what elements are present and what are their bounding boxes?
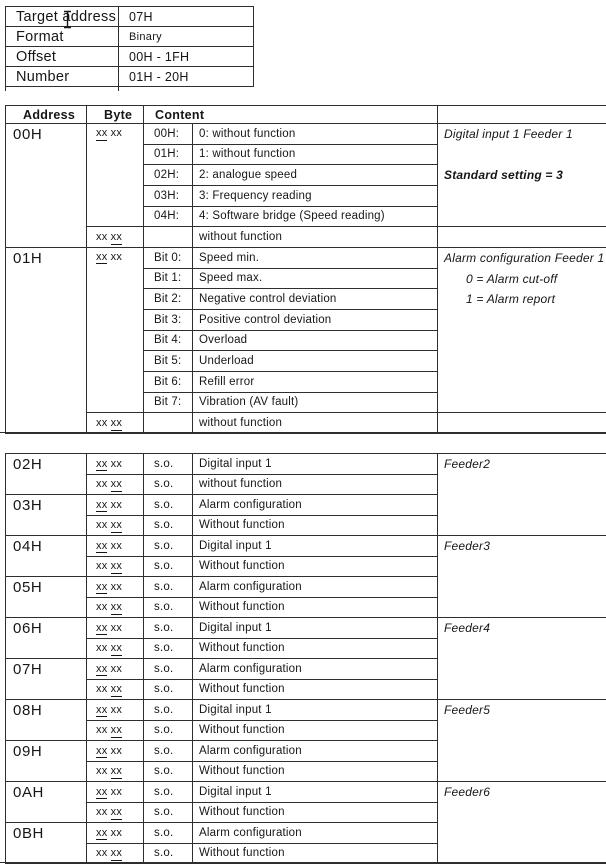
so-cell: s.o. — [144, 802, 193, 823]
byte-placeholder: xx — [110, 662, 123, 675]
so-cell: s.o. — [144, 474, 193, 495]
byte-cell — [87, 802, 144, 823]
byte-placeholder: xx — [110, 539, 123, 552]
note-line: Digital input 1 Feeder 1 — [444, 127, 573, 141]
byte-placeholder: xx — [96, 806, 108, 819]
content-text-cell: 3: Frequency reading — [193, 185, 438, 206]
content-key-cell: Bit 4: — [144, 330, 193, 351]
info-label: Offset — [6, 47, 119, 67]
so-cell: s.o. — [144, 679, 193, 700]
byte-cell — [87, 227, 144, 248]
byte-placeholder: xx — [96, 539, 108, 552]
content-text-cell: Alarm configuration — [193, 741, 438, 762]
feeder-table — [5, 453, 606, 864]
byte-cell — [87, 761, 144, 782]
byte-placeholder: xx — [110, 847, 123, 860]
content-key-cell: Bit 7: — [144, 392, 193, 413]
so-cell: s.o. — [144, 761, 193, 782]
content-key-cell: Bit 2: — [144, 289, 193, 310]
content-text-cell: Without function — [193, 802, 438, 823]
byte-placeholder: xx — [110, 417, 123, 430]
content-text-cell: without function — [193, 227, 438, 248]
notes-cell — [438, 618, 606, 700]
byte-cell — [87, 413, 144, 434]
text-cursor-icon — [62, 10, 73, 34]
content-text-cell: without function — [193, 474, 438, 495]
byte-placeholder: xx — [110, 580, 123, 593]
content-key-cell: Bit 1: — [144, 268, 193, 289]
byte-cell — [87, 577, 144, 598]
byte-placeholder: xx — [110, 744, 123, 757]
column-header-notes — [438, 106, 606, 124]
so-cell: s.o. — [144, 556, 193, 577]
note-line: Alarm configuration Feeder 1 — [444, 250, 605, 265]
byte-placeholder: xx — [96, 724, 108, 737]
section-divider-line — [0, 432, 606, 433]
byte-cell — [87, 700, 144, 721]
content-key-cell: 01H: — [144, 144, 193, 165]
byte-placeholder: xx — [110, 826, 123, 839]
content-text-cell: Without function — [193, 679, 438, 700]
byte-placeholder: xx — [96, 519, 108, 532]
byte-placeholder: xx — [96, 580, 108, 593]
register-table-body — [6, 124, 606, 434]
notes-cell — [438, 124, 606, 227]
so-cell: s.o. — [144, 638, 193, 659]
address-cell: 05H — [6, 577, 87, 618]
note-line: 0 = Alarm cut-off — [466, 271, 558, 286]
content-key-cell — [144, 413, 193, 434]
address-cell: 01H — [6, 247, 87, 433]
content-text-cell: Negative control deviation — [193, 289, 438, 310]
so-cell: s.o. — [144, 495, 193, 516]
so-cell: s.o. — [144, 577, 193, 598]
note-line: Feeder2 — [444, 457, 491, 471]
info-value: 01H - 20H — [119, 67, 254, 87]
byte-cell — [87, 536, 144, 557]
info-row — [6, 67, 254, 87]
info-row — [6, 7, 254, 27]
content-text-cell: 1: without function — [193, 144, 438, 165]
byte-cell — [87, 843, 144, 864]
info-row — [6, 47, 254, 67]
so-cell: s.o. — [144, 659, 193, 680]
notes-cell — [438, 413, 606, 434]
content-text-cell: Alarm configuration — [193, 659, 438, 680]
content-key-cell — [144, 227, 193, 248]
byte-placeholder: xx — [110, 498, 123, 511]
table-row — [6, 227, 606, 248]
content-key-cell: 02H: — [144, 165, 193, 186]
content-text-cell: Positive control deviation — [193, 309, 438, 330]
content-text-cell: 0: without function — [193, 124, 438, 145]
byte-cell — [87, 638, 144, 659]
table-row — [6, 700, 606, 721]
byte-cell — [87, 659, 144, 680]
content-text-cell: Alarm configuration — [193, 495, 438, 516]
info-label: Number — [6, 67, 119, 87]
table-row — [6, 247, 606, 268]
content-text-cell: Without function — [193, 843, 438, 864]
table-row — [6, 782, 606, 803]
byte-cell — [87, 454, 144, 475]
table-row — [6, 454, 606, 475]
byte-placeholder: xx — [110, 127, 123, 139]
byte-cell — [87, 556, 144, 577]
content-key-cell: 04H: — [144, 206, 193, 227]
byte-placeholder: xx — [110, 457, 123, 470]
table-row — [6, 618, 606, 639]
byte-placeholder: xx — [110, 642, 123, 655]
column-header-byte: Byte — [87, 106, 144, 124]
notes-cell — [438, 454, 606, 536]
content-text-cell: Without function — [193, 720, 438, 741]
byte-placeholder: xx — [110, 806, 123, 819]
byte-placeholder: xx — [96, 662, 108, 675]
note-line: Feeder5 — [444, 703, 491, 717]
content-text-cell: Digital input 1 — [193, 618, 438, 639]
content-key-cell: Bit 5: — [144, 351, 193, 372]
address-cell: 03H — [6, 495, 87, 536]
byte-placeholder: xx — [110, 785, 123, 798]
table-line-tail — [118, 86, 119, 91]
feeder-table-body — [6, 454, 606, 864]
content-text-cell: Without function — [193, 515, 438, 536]
byte-cell — [87, 618, 144, 639]
byte-placeholder: xx — [96, 601, 108, 614]
info-label: Target address — [6, 7, 119, 27]
content-text-cell: Overload — [193, 330, 438, 351]
byte-placeholder: xx — [110, 765, 123, 778]
byte-cell — [87, 474, 144, 495]
note-line: Feeder3 — [444, 539, 491, 553]
table-line-tail — [5, 86, 6, 91]
byte-placeholder: xx — [96, 847, 108, 860]
content-text-cell: Digital input 1 — [193, 536, 438, 557]
content-text-cell: Without function — [193, 761, 438, 782]
byte-placeholder: xx — [96, 765, 108, 778]
content-text-cell: Underload — [193, 351, 438, 372]
byte-cell — [87, 597, 144, 618]
byte-placeholder: xx — [110, 703, 123, 716]
table-row — [6, 536, 606, 557]
content-text-cell: Refill error — [193, 371, 438, 392]
content-text-cell: without function — [193, 413, 438, 434]
so-cell: s.o. — [144, 823, 193, 844]
byte-placeholder: xx — [96, 785, 108, 798]
notes-cell — [438, 700, 606, 782]
byte-cell — [87, 495, 144, 516]
content-text-cell: Without function — [193, 556, 438, 577]
so-cell: s.o. — [144, 618, 193, 639]
content-text-cell: Without function — [193, 597, 438, 618]
notes-cell — [438, 227, 606, 248]
byte-placeholder: xx — [96, 642, 108, 655]
content-key-cell: 03H: — [144, 185, 193, 206]
table-row — [6, 124, 606, 145]
byte-placeholder: xx — [110, 478, 123, 491]
so-cell: s.o. — [144, 720, 193, 741]
content-text-cell: Vibration (AV fault) — [193, 392, 438, 413]
info-value: 00H - 1FH — [119, 47, 254, 67]
byte-placeholder: xx — [110, 560, 123, 573]
so-cell: s.o. — [144, 741, 193, 762]
info-value: 07H — [119, 7, 254, 27]
note-line: 1 = Alarm report — [466, 292, 556, 307]
byte-placeholder: xx — [96, 683, 108, 696]
address-cell: 09H — [6, 741, 87, 782]
notes-cell — [438, 536, 606, 618]
content-text-cell: Speed min. — [193, 247, 438, 268]
address-cell: 07H — [6, 659, 87, 700]
byte-placeholder: xx — [96, 498, 108, 511]
table-row — [6, 413, 606, 434]
content-text-cell: Alarm configuration — [193, 577, 438, 598]
byte-cell — [87, 823, 144, 844]
byte-placeholder: xx — [96, 231, 108, 244]
byte-placeholder: xx — [110, 519, 123, 532]
so-cell: s.o. — [144, 782, 193, 803]
byte-cell — [87, 679, 144, 700]
byte-placeholder: xx — [96, 478, 108, 491]
content-key-cell: 00H: — [144, 124, 193, 145]
content-text-cell: Alarm configuration — [193, 823, 438, 844]
byte-placeholder: xx — [96, 744, 108, 757]
content-text-cell: Digital input 1 — [193, 454, 438, 475]
so-cell: s.o. — [144, 843, 193, 864]
byte-placeholder: xx — [110, 683, 123, 696]
content-key-cell: Bit 6: — [144, 371, 193, 392]
byte-placeholder: xx — [110, 231, 123, 244]
byte-cell — [87, 782, 144, 803]
note-line: Feeder4 — [444, 621, 491, 635]
notes-cell — [438, 247, 606, 412]
column-header-content: Content — [144, 106, 438, 124]
byte-cell — [87, 515, 144, 536]
byte-cell — [87, 247, 144, 412]
so-cell: s.o. — [144, 454, 193, 475]
byte-placeholder: xx — [110, 601, 123, 614]
byte-placeholder: xx — [96, 560, 108, 573]
info-row — [6, 27, 254, 47]
byte-cell — [87, 741, 144, 762]
byte-placeholder: xx — [96, 621, 108, 634]
so-cell: s.o. — [144, 700, 193, 721]
register-table-header — [6, 106, 606, 124]
column-header-address: Address — [6, 106, 87, 124]
content-text-cell: Digital input 1 — [193, 700, 438, 721]
content-text-cell: 4: Software bridge (Speed reading) — [193, 206, 438, 227]
header-row — [6, 106, 606, 124]
address-cell: 0AH — [6, 782, 87, 823]
info-value: Binary — [119, 27, 254, 47]
address-cell: 02H — [6, 454, 87, 495]
content-text-cell: Without function — [193, 638, 438, 659]
info-label: Format — [6, 27, 119, 47]
byte-placeholder: xx — [96, 417, 108, 430]
content-text-cell: Digital input 1 — [193, 782, 438, 803]
content-key-cell: Bit 3: — [144, 309, 193, 330]
notes-cell — [438, 782, 606, 864]
byte-placeholder: xx — [96, 250, 108, 263]
note-line: Standard setting = 3 — [444, 168, 564, 183]
byte-placeholder: xx — [96, 703, 108, 716]
byte-cell — [87, 124, 144, 227]
content-text-cell: Speed max. — [193, 268, 438, 289]
info-table-body — [6, 7, 254, 87]
content-text-cell: 2: analogue speed — [193, 165, 438, 186]
byte-placeholder: xx — [110, 250, 123, 263]
address-cell: 08H — [6, 700, 87, 741]
byte-placeholder: xx — [96, 826, 108, 839]
section-divider-line — [0, 862, 606, 863]
byte-placeholder: xx — [96, 457, 108, 470]
address-cell: 0BH — [6, 823, 87, 864]
content-key-cell: Bit 0: — [144, 247, 193, 268]
note-line: Feeder6 — [444, 785, 491, 799]
register-table — [5, 105, 606, 434]
so-cell: s.o. — [144, 536, 193, 557]
address-cell: 04H — [6, 536, 87, 577]
byte-placeholder: xx — [96, 127, 108, 139]
address-cell: 06H — [6, 618, 87, 659]
byte-placeholder: xx — [110, 621, 123, 634]
so-cell: s.o. — [144, 515, 193, 536]
info-table — [5, 6, 254, 87]
byte-cell — [87, 720, 144, 741]
byte-placeholder: xx — [110, 724, 123, 737]
address-cell: 00H — [6, 124, 87, 248]
so-cell: s.o. — [144, 597, 193, 618]
